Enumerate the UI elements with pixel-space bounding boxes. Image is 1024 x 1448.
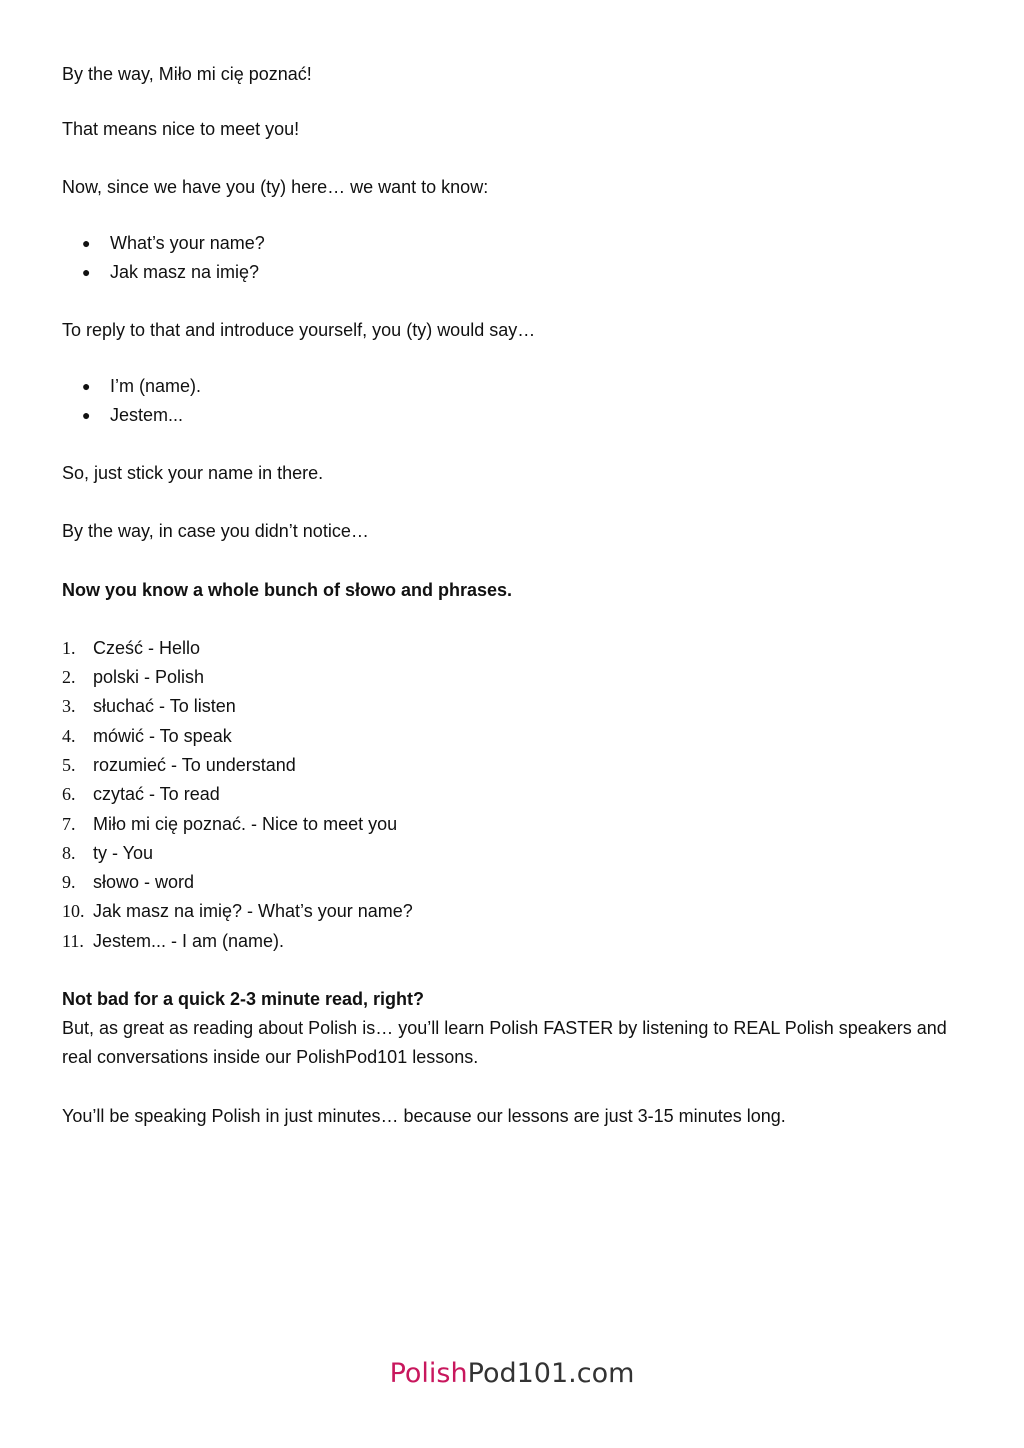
list-item: I’m (name). [110, 376, 202, 396]
name-instruction: So, just stick your name in there. [62, 463, 324, 483]
vocab-item: słowo - word [93, 872, 195, 892]
list-number: 4. [62, 726, 76, 746]
list-item: Jestem... [110, 405, 184, 425]
vocab-item: Jestem... - I am (name). [93, 931, 285, 951]
brand-logo [0, 1357, 1024, 1391]
bullet-icon: ● [82, 264, 91, 280]
list-number: 2. [62, 667, 76, 687]
list-number: 7. [62, 814, 76, 834]
closing-text: You’ll be speaking Polish in just minutes… because our lessons are just 3-15 minutes long. [62, 1106, 786, 1126]
list-number: 1. [62, 638, 76, 658]
vocab-item: Miło mi cię poznać. - Nice to meet you [93, 814, 398, 834]
list-number: 8. [62, 843, 76, 863]
vocab-item: ty - You [93, 843, 154, 863]
vocab-item: Cześć - Hello [93, 638, 201, 658]
bullet-icon: ● [82, 235, 91, 251]
list-number: 11. [62, 931, 84, 951]
list-item: What’s your name? [110, 233, 265, 253]
notice-text: By the way, in case you didn’t notice… [62, 521, 369, 541]
lesson-pitch: But, as great as reading about Polish is… you’ll learn Polish FASTER by listening to REAL Polish speakers and real conversations inside our PolishPod101 lessons. [62, 1018, 947, 1067]
list-number: 10. [62, 901, 85, 921]
list-number: 9. [62, 872, 76, 892]
vocab-item: rozumieć - To understand [93, 755, 296, 775]
vocab-heading: Now you know a whole bunch of słowo and phrases. [62, 580, 513, 600]
summary-heading: Not bad for a quick 2-3 minute read, right? [62, 989, 425, 1009]
intro-greeting: By the way, Miło mi cię poznać! [62, 64, 312, 84]
list-number: 5. [62, 755, 76, 775]
vocab-item: polski - Polish [93, 667, 205, 687]
list-number: 3. [62, 696, 76, 716]
brand-logo-accent: Polish [389, 1358, 468, 1389]
vocab-item: słuchać - To listen [93, 696, 236, 716]
list-item: Jak masz na imię? [110, 262, 260, 282]
greeting-meaning: That means nice to meet you! [62, 119, 300, 139]
bullet-icon: ● [82, 407, 91, 423]
reply-intro: To reply to that and introduce yourself, you (ty) would say… [62, 320, 536, 340]
brand-logo-rest: Pod101.com [467, 1358, 635, 1389]
vocab-item: czytać - To read [93, 784, 220, 804]
question-intro: Now, since we have you (ty) here… we want to know: [62, 177, 489, 197]
vocab-item: mówić - To speak [93, 726, 232, 746]
list-number: 6. [62, 784, 76, 804]
bullet-icon: ● [82, 378, 91, 394]
vocab-item: Jak masz na imię? - What’s your name? [93, 901, 413, 921]
